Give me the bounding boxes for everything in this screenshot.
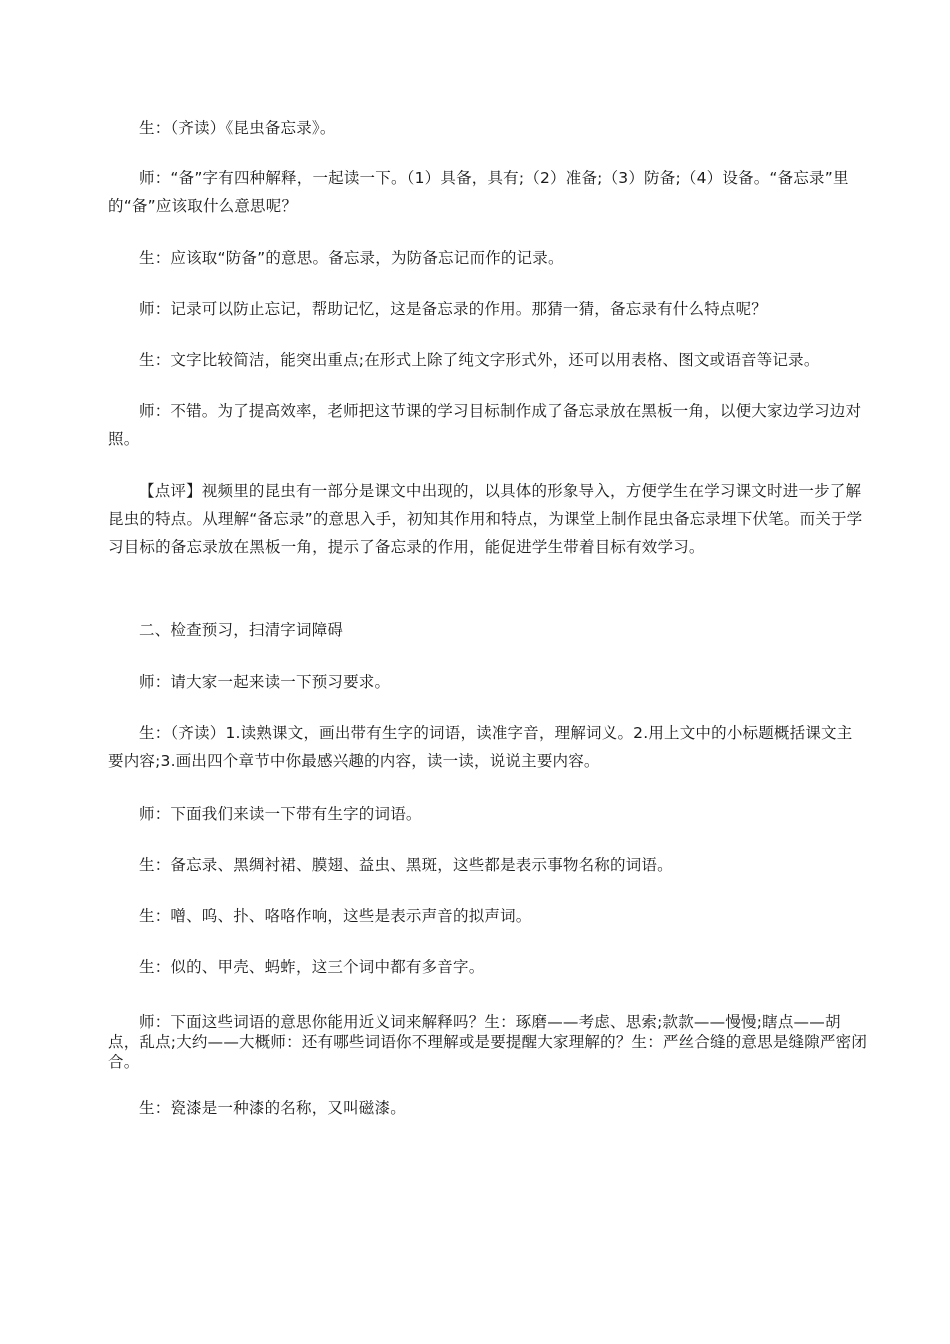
- paragraph: 师：记录可以防止忘记，帮助记忆，这是备忘录的作用。那猜一猜，备忘录有什么特点呢？: [139, 300, 768, 318]
- paragraph: 生：似的、甲壳、蚂蚱，这三个词中都有多音字。: [139, 958, 485, 976]
- paragraph: 生：备忘录、黑绸衬裙、膜翅、益虫、黑斑，这些都是表示事物名称的词语。: [139, 856, 673, 874]
- paragraph: 师：下面这些词语的意思你能用近义词来解释吗？生：琢磨——考虑、思索;款款——慢慢;瞎点——胡点，乱点;大约——大概师：还有哪些词语你不理解或是要提醒大家理解的？生：严丝合缝的意思是缝隙严密闭合。: [108, 1013, 868, 1071]
- section-heading: 二、检查预习，扫清字词障碍: [139, 621, 344, 639]
- paragraph: 师：下面我们来读一下带有生字的词语。: [139, 805, 422, 823]
- paragraph: 生：应该取“防备”的意思。备忘录，为防备忘记而作的记录。: [139, 249, 564, 267]
- paragraph: 师：“备”字有四种解释，一起读一下。（1）具备，具有;（2）准备;（3）防备;（4）设备。“备忘录”里的“备”应该取什么意思呢？: [108, 169, 849, 215]
- paragraph: 师：不错。为了提高效率，老师把这节课的学习目标制作成了备忘录放在黑板一角，以便大家边学习边对照。: [108, 402, 862, 448]
- paragraph: 生：文字比较简洁，能突出重点;在形式上除了纯文字形式外，还可以用表格、图文或语音等记录。: [139, 351, 820, 369]
- paragraph: 生：（齐读）《昆虫备忘录》。: [139, 119, 336, 137]
- commentary-paragraph: 【点评】视频里的昆虫有一部分是课文中出现的，以具体的形象导入，方便学生在学习课文时进一步了解昆虫的特点。从理解“备忘录”的意思入手，初知其作用和特点，为课堂上制作昆虫备忘录埋下伏笔。而关于学习目标的备忘录放在黑板一角，提示了备忘录的作用，能促进学生带着目标有效学习。: [108, 482, 863, 556]
- paragraph: 生：（齐读）1.读熟课文，画出带有生字的词语，读准字音，理解词义。2.用上文中的小标题概括课文主要内容;3.画出四个章节中你最感兴趣的内容，读一读，说说主要内容。: [108, 724, 853, 770]
- paragraph: 生：瓷漆是一种漆的名称，又叫磁漆。: [139, 1099, 406, 1117]
- paragraph: 生：噌、呜、扑、咯咯作响，这些是表示声音的拟声词。: [139, 907, 532, 925]
- paragraph: 师：请大家一起来读一下预习要求。: [139, 673, 391, 691]
